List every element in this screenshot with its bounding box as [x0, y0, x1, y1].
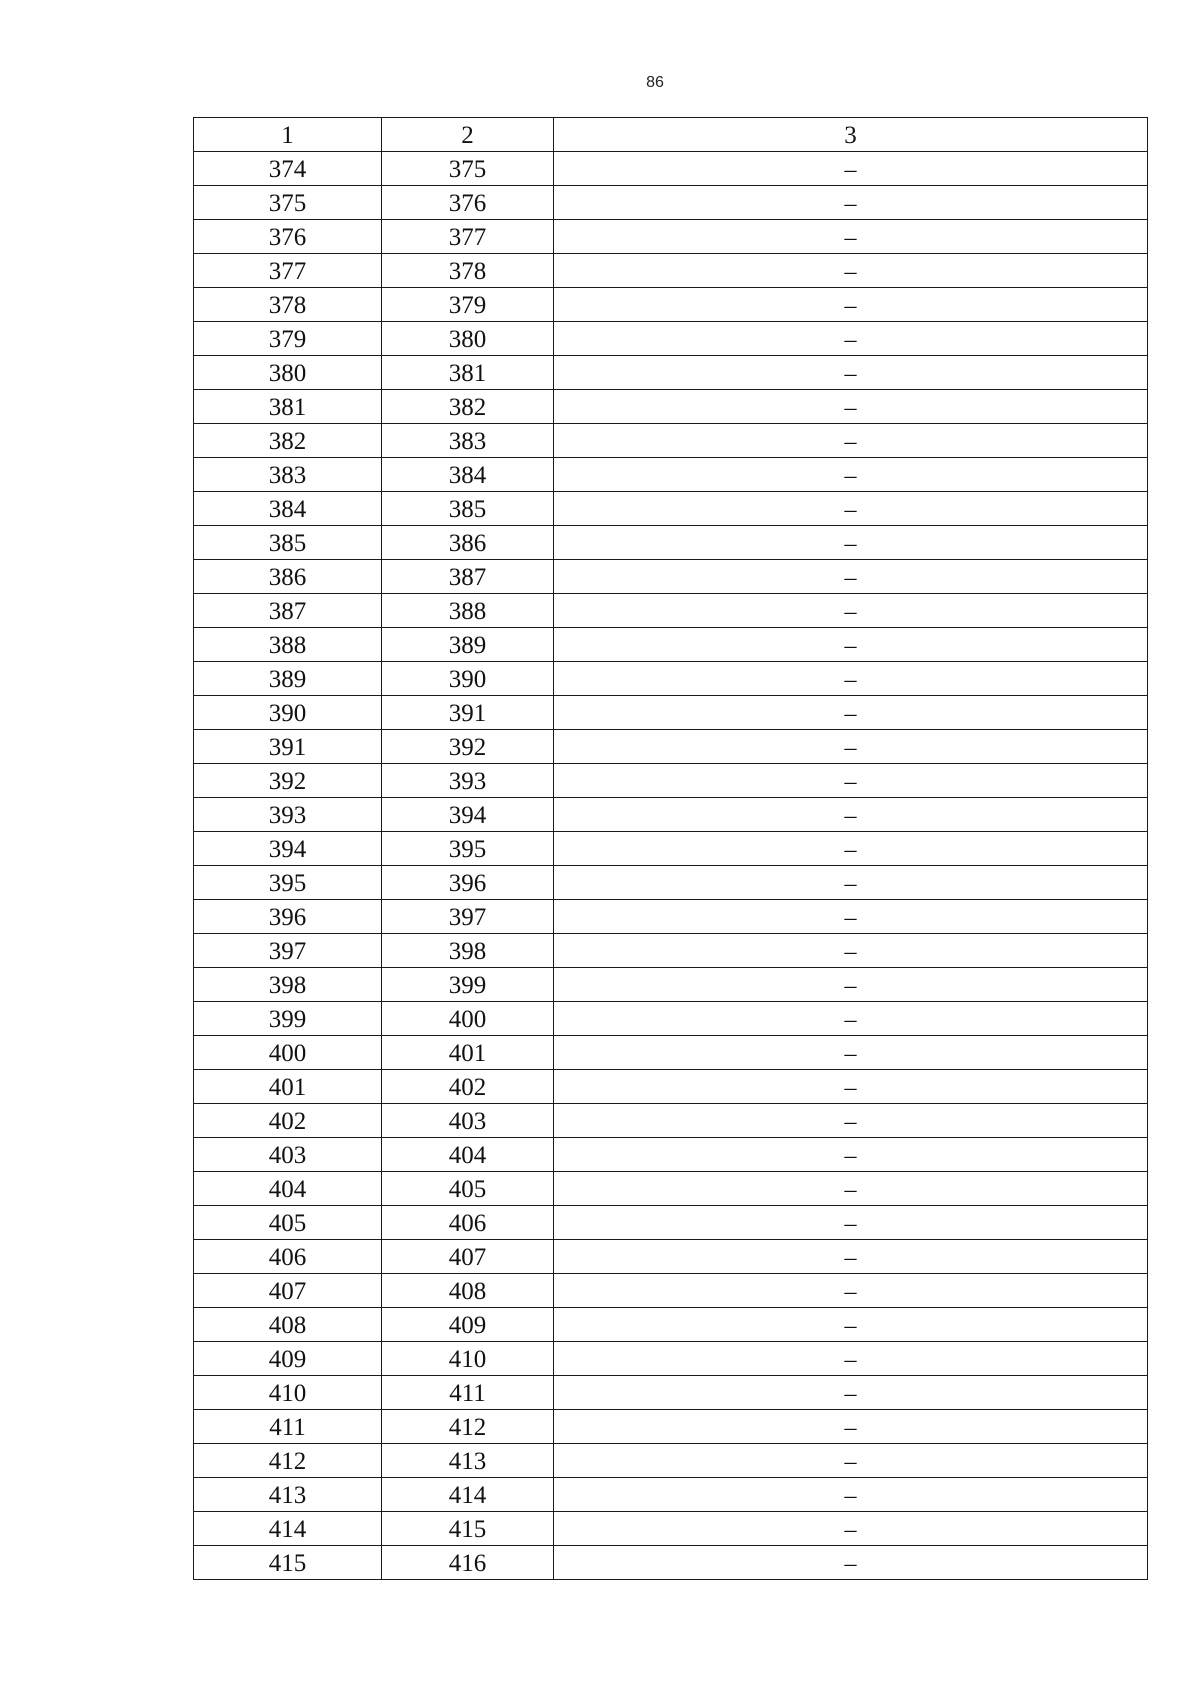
table-cell-col-1: 390 [194, 696, 382, 730]
table-row [194, 900, 1148, 934]
table-cell-col-3: – [554, 254, 1148, 288]
table-cell-col-1: 388 [194, 628, 382, 662]
table-row [194, 560, 1148, 594]
table-row [194, 1546, 1148, 1580]
table-row [194, 968, 1148, 1002]
table-cell-col-3: – [554, 662, 1148, 696]
table-cell-col-1: 383 [194, 458, 382, 492]
table-cell-col-2: 415 [382, 1512, 554, 1546]
table-row [194, 1478, 1148, 1512]
table-cell-col-3: – [554, 764, 1148, 798]
table-cell-col-1: 385 [194, 526, 382, 560]
table-cell-col-3: – [554, 1410, 1148, 1444]
table-cell-col-3: – [554, 152, 1148, 186]
table-cell-col-3: – [554, 832, 1148, 866]
table-row [194, 866, 1148, 900]
table-row [194, 152, 1148, 186]
table-cell-col-3: – [554, 730, 1148, 764]
table-cell-col-3: – [554, 968, 1148, 1002]
table-row [194, 730, 1148, 764]
table-cell-col-2: 416 [382, 1546, 554, 1580]
table-cell-col-1: 413 [194, 1478, 382, 1512]
table-cell-col-1: 401 [194, 1070, 382, 1104]
table-cell-col-2: 380 [382, 322, 554, 356]
table-cell-col-1: 403 [194, 1138, 382, 1172]
table-cell-col-2: 412 [382, 1410, 554, 1444]
table-cell-col-1: 376 [194, 220, 382, 254]
table-cell-col-2: 393 [382, 764, 554, 798]
table-row [194, 1444, 1148, 1478]
table-cell-col-1: 399 [194, 1002, 382, 1036]
table-cell-col-2: 409 [382, 1308, 554, 1342]
table-row [194, 628, 1148, 662]
table-row [194, 1206, 1148, 1240]
table-header-row [194, 118, 1148, 152]
table-cell-col-1: 406 [194, 1240, 382, 1274]
table-cell-col-3: – [554, 1342, 1148, 1376]
table-cell-col-2: 402 [382, 1070, 554, 1104]
table-row [194, 798, 1148, 832]
table-cell-col-3: – [554, 492, 1148, 526]
table-cell-col-3: – [554, 1478, 1148, 1512]
table-cell-col-3: – [554, 186, 1148, 220]
table-row [194, 288, 1148, 322]
table-cell-col-1: 407 [194, 1274, 382, 1308]
table-cell-col-3: – [554, 322, 1148, 356]
table-row [194, 934, 1148, 968]
table-row [194, 254, 1148, 288]
table-row [194, 594, 1148, 628]
table-cell-col-3: – [554, 594, 1148, 628]
table-cell-col-1: 389 [194, 662, 382, 696]
table-cell-col-2: 410 [382, 1342, 554, 1376]
table-cell-col-2: 377 [382, 220, 554, 254]
table-cell-col-2: 389 [382, 628, 554, 662]
table-cell-col-2: 390 [382, 662, 554, 696]
table-cell-col-2: 401 [382, 1036, 554, 1070]
table-row [194, 1240, 1148, 1274]
table-cell-col-1: 375 [194, 186, 382, 220]
table-cell-col-1: 396 [194, 900, 382, 934]
table-cell-col-1: 393 [194, 798, 382, 832]
table-cell-col-2: 378 [382, 254, 554, 288]
table-row [194, 662, 1148, 696]
table-cell-col-1: 382 [194, 424, 382, 458]
table-cell-col-3: – [554, 1138, 1148, 1172]
table-cell-col-2: 399 [382, 968, 554, 1002]
table-row [194, 1376, 1148, 1410]
table-cell-col-2: 376 [382, 186, 554, 220]
table-cell-col-2: 405 [382, 1172, 554, 1206]
table-cell-col-1: 410 [194, 1376, 382, 1410]
table-row [194, 1036, 1148, 1070]
table-cell-col-1: 395 [194, 866, 382, 900]
table-cell-col-2: 404 [382, 1138, 554, 1172]
table-cell-col-2: 396 [382, 866, 554, 900]
table-cell-col-3: – [554, 1070, 1148, 1104]
table-cell-col-3: – [554, 526, 1148, 560]
table-cell-col-3: – [554, 1172, 1148, 1206]
table-row [194, 526, 1148, 560]
table-cell-col-2: 386 [382, 526, 554, 560]
table-cell-col-2: 381 [382, 356, 554, 390]
table-cell-col-3: – [554, 798, 1148, 832]
table-row [194, 764, 1148, 798]
table-row [194, 1138, 1148, 1172]
table-row [194, 1172, 1148, 1206]
table-cell-col-2: 388 [382, 594, 554, 628]
table-cell-col-3: – [554, 866, 1148, 900]
table-cell-col-3: – [554, 220, 1148, 254]
table-cell-col-1: 404 [194, 1172, 382, 1206]
table-cell-col-2: 383 [382, 424, 554, 458]
table-cell-col-1: 381 [194, 390, 382, 424]
table-cell-col-3: – [554, 900, 1148, 934]
table-cell-col-2: 400 [382, 1002, 554, 1036]
table-cell-col-2: 413 [382, 1444, 554, 1478]
table-row [194, 322, 1148, 356]
table-row [194, 458, 1148, 492]
table-cell-col-1: 379 [194, 322, 382, 356]
table-row [194, 696, 1148, 730]
table-row [194, 1002, 1148, 1036]
table-cell-col-2: 392 [382, 730, 554, 764]
table-cell-col-2: 397 [382, 900, 554, 934]
table-cell-col-2: 408 [382, 1274, 554, 1308]
table-cell-col-2: 391 [382, 696, 554, 730]
data-table [193, 117, 1148, 1580]
table-cell-col-2: 398 [382, 934, 554, 968]
table-row [194, 832, 1148, 866]
table-cell-col-1: 400 [194, 1036, 382, 1070]
table-cell-col-3: – [554, 696, 1148, 730]
table-cell-col-3: – [554, 934, 1148, 968]
column-header-3: 3 [554, 118, 1148, 152]
table-cell-col-1: 392 [194, 764, 382, 798]
table-cell-col-1: 386 [194, 560, 382, 594]
table-cell-col-1: 409 [194, 1342, 382, 1376]
table-cell-col-2: 407 [382, 1240, 554, 1274]
table-cell-col-3: – [554, 1274, 1148, 1308]
table-row [194, 1512, 1148, 1546]
table-cell-col-1: 402 [194, 1104, 382, 1138]
table-cell-col-3: – [554, 1206, 1148, 1240]
table-cell-col-3: – [554, 1546, 1148, 1580]
table-cell-col-1: 408 [194, 1308, 382, 1342]
table-cell-col-1: 387 [194, 594, 382, 628]
table-row [194, 1308, 1148, 1342]
table-row [194, 186, 1148, 220]
table-cell-col-3: – [554, 390, 1148, 424]
table-cell-col-2: 382 [382, 390, 554, 424]
table-cell-col-3: – [554, 458, 1148, 492]
table-row [194, 1104, 1148, 1138]
table-cell-col-3: – [554, 1036, 1148, 1070]
table-cell-col-1: 377 [194, 254, 382, 288]
table-cell-col-1: 378 [194, 288, 382, 322]
table-row [194, 492, 1148, 526]
table-cell-col-2: 394 [382, 798, 554, 832]
table-cell-col-3: – [554, 1240, 1148, 1274]
table-cell-col-1: 374 [194, 152, 382, 186]
table-row [194, 424, 1148, 458]
table-cell-col-1: 391 [194, 730, 382, 764]
table-row [194, 220, 1148, 254]
column-header-1: 1 [194, 118, 382, 152]
table-cell-col-1: 415 [194, 1546, 382, 1580]
table-cell-col-3: – [554, 560, 1148, 594]
table-row [194, 1070, 1148, 1104]
table-cell-col-2: 411 [382, 1376, 554, 1410]
table-cell-col-2: 385 [382, 492, 554, 526]
table-row [194, 356, 1148, 390]
table-row [194, 1410, 1148, 1444]
table-cell-col-1: 414 [194, 1512, 382, 1546]
table-cell-col-1: 384 [194, 492, 382, 526]
table-cell-col-3: – [554, 424, 1148, 458]
table-cell-col-3: – [554, 1512, 1148, 1546]
table-body [194, 118, 1148, 1580]
table-cell-col-2: 406 [382, 1206, 554, 1240]
table-row [194, 390, 1148, 424]
table-cell-col-2: 384 [382, 458, 554, 492]
table-cell-col-3: – [554, 1002, 1148, 1036]
column-header-2: 2 [382, 118, 554, 152]
table-cell-col-1: 398 [194, 968, 382, 1002]
table-cell-col-3: – [554, 1308, 1148, 1342]
table-cell-col-3: – [554, 1104, 1148, 1138]
table-row [194, 1274, 1148, 1308]
table-cell-col-1: 380 [194, 356, 382, 390]
table-cell-col-1: 412 [194, 1444, 382, 1478]
table-cell-col-3: – [554, 288, 1148, 322]
table-cell-col-1: 397 [194, 934, 382, 968]
table-cell-col-3: – [554, 1376, 1148, 1410]
table-cell-col-2: 403 [382, 1104, 554, 1138]
table-cell-col-2: 375 [382, 152, 554, 186]
table-cell-col-2: 395 [382, 832, 554, 866]
table-cell-col-2: 387 [382, 560, 554, 594]
table-cell-col-2: 379 [382, 288, 554, 322]
table-row [194, 1342, 1148, 1376]
table-cell-col-3: – [554, 628, 1148, 662]
table-cell-col-2: 414 [382, 1478, 554, 1512]
table-cell-col-1: 405 [194, 1206, 382, 1240]
table-cell-col-3: – [554, 1444, 1148, 1478]
page-number: 86 [646, 74, 664, 91]
table-cell-col-3: – [554, 356, 1148, 390]
table-cell-col-1: 394 [194, 832, 382, 866]
table-cell-col-1: 411 [194, 1410, 382, 1444]
